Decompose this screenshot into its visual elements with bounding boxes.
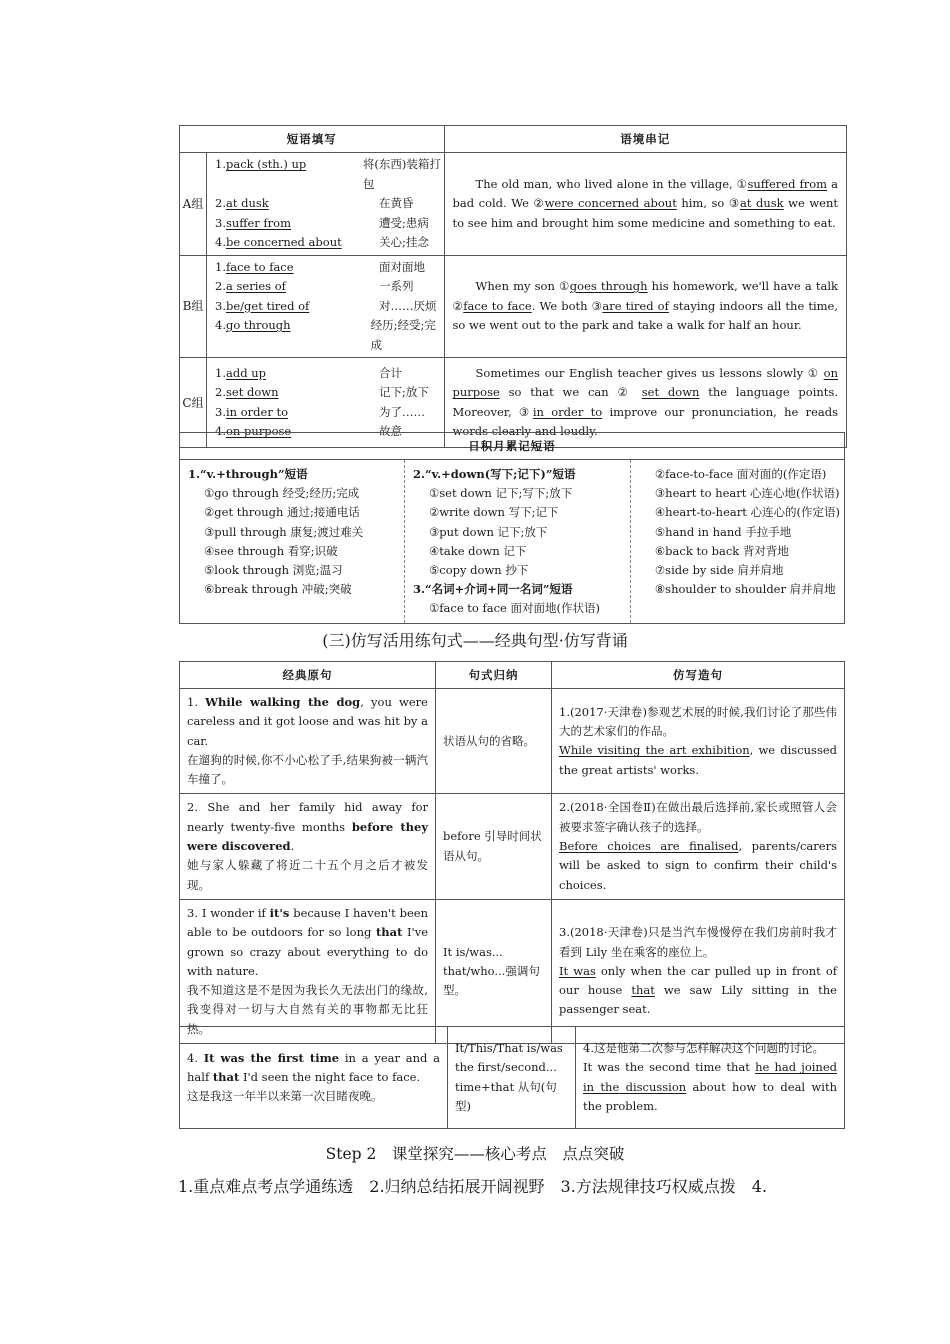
imitation bbox=[576, 1027, 845, 1129]
phrase-english: 2.at dusk bbox=[215, 196, 269, 210]
phrase-chinese: 一系列 bbox=[379, 279, 414, 293]
context-text: are tired of bbox=[602, 298, 669, 313]
orig-sentence bbox=[180, 794, 436, 899]
orig-text: 4. bbox=[187, 1050, 204, 1065]
imitation-answer: Before choices are finalised bbox=[559, 839, 739, 854]
col-header-orig: 经典原句 bbox=[180, 662, 436, 689]
accumulate-col-3 bbox=[630, 460, 844, 624]
imitation-answer: It was bbox=[559, 963, 596, 978]
phrase-chinese: 故意 bbox=[379, 424, 402, 438]
orig-translation: 这是我这一年半以来第一次目睹夜晚。 bbox=[187, 1089, 383, 1104]
phrase-chinese: 在黄昏 bbox=[379, 196, 414, 210]
imitation-answer: While visiting the art exhibition bbox=[559, 743, 750, 758]
phrase-english: 3.suffer from bbox=[215, 215, 292, 230]
orig-text: 2. She and her family hid away for nearly twenty-five months bbox=[187, 800, 428, 834]
context-text: . We both ③ bbox=[531, 298, 603, 313]
context-text: his homework, we'll have a talk ② bbox=[452, 279, 838, 313]
accumulate-item: ⑤hand in hand 手拉手地 bbox=[654, 524, 792, 539]
phrase-table bbox=[179, 125, 847, 448]
accumulate-item: ②face-to-face 面对面的(作定语) bbox=[654, 467, 827, 481]
imitation-prompt: 4.这是他第二次参与怎样解决这个问题的讨论。 bbox=[583, 1040, 824, 1055]
orig-text: that bbox=[375, 925, 403, 940]
accumulate-col-1 bbox=[180, 460, 405, 624]
orig-text: . bbox=[290, 839, 295, 854]
phrase-chinese: 合计 bbox=[379, 365, 402, 380]
context-text: him, so ③ bbox=[676, 196, 741, 210]
phrase-chinese: 对……厌烦 bbox=[379, 298, 437, 313]
imitation-answer: that bbox=[631, 983, 655, 998]
phrase-english: 4.go through bbox=[215, 318, 291, 332]
phrase-item bbox=[215, 383, 444, 403]
phrase-item bbox=[215, 316, 444, 355]
context-text: face to face bbox=[463, 298, 532, 313]
context-text: improve our pronunciation, he reads words clearly and loudly. bbox=[452, 404, 838, 438]
context-text: on purpose bbox=[452, 365, 838, 399]
context-text: set down bbox=[641, 385, 700, 399]
context-text: at dusk bbox=[740, 196, 784, 210]
accumulate-item: ④heart-to-heart 心连心的(作定语) bbox=[654, 505, 840, 520]
accumulate-item: ①go through 经受;经历;完成 bbox=[204, 486, 360, 501]
table-row bbox=[180, 794, 845, 899]
accumulate-item: ⑤look through 浏览;温习 bbox=[204, 563, 343, 578]
accumulate-item: ③put down 记下;放下 bbox=[428, 524, 548, 539]
context-text: staying indoors all the time, so we went out to the park and take a walk for half an hour. bbox=[452, 298, 839, 332]
context-text: goes through bbox=[569, 279, 648, 293]
phrase-english: 1.pack (sth.) up bbox=[215, 157, 307, 171]
phrase-item bbox=[215, 258, 444, 278]
accumulate-title: 日积月累记短语 bbox=[180, 433, 845, 460]
phrase-chinese: 记下;放下 bbox=[379, 385, 429, 399]
context-text: suffered from bbox=[747, 176, 828, 191]
imitation bbox=[552, 899, 845, 1043]
phrase-list bbox=[207, 255, 445, 358]
imitation-prompt: 3.(2018·天津卷)只是当汽车慢慢停在我们房前时我才看到 Lily 坐在乘客的座位上。 bbox=[559, 925, 837, 959]
group-label: B组 bbox=[180, 255, 207, 358]
group-label: A组 bbox=[180, 153, 207, 256]
phrase-item bbox=[215, 403, 444, 423]
table-row bbox=[180, 899, 845, 1043]
orig-text: I've grown so crazy about everything to do with nature. bbox=[187, 925, 428, 978]
phrase-item bbox=[215, 233, 444, 253]
accumulate-item: ④take down 记下 bbox=[428, 543, 527, 558]
orig-text: 3. I wonder if bbox=[187, 905, 270, 920]
imitation-answer: , we discussed the great artists' works. bbox=[559, 743, 838, 777]
phrase-chinese: 将(东西)装箱打包 bbox=[362, 157, 441, 191]
orig-sentence bbox=[180, 689, 436, 794]
orig-text: 1. bbox=[187, 695, 206, 709]
imitation-answer: we saw Lily sitting in the passenger seat. bbox=[559, 983, 837, 1017]
imitation bbox=[552, 689, 845, 794]
phrase-english: 2.a series of bbox=[215, 279, 286, 293]
context-text: we went to see him and brought him some medicine and something to eat. bbox=[452, 196, 839, 230]
orig-text: in a year and a half bbox=[187, 1050, 440, 1084]
phrase-item bbox=[215, 155, 444, 194]
context-text: in order to bbox=[532, 404, 603, 419]
phrase-item bbox=[215, 364, 444, 384]
col2-title: 2.“v.+down(写下;记下)”短语 bbox=[412, 467, 576, 481]
orig-sentence bbox=[180, 1027, 448, 1129]
phrase-item bbox=[215, 194, 444, 214]
orig-text: because I haven't been able to be outdoors for so long bbox=[187, 905, 428, 940]
phrase-english: 4.be concerned about bbox=[215, 235, 342, 249]
phrase-english: 4.on purpose bbox=[215, 424, 292, 438]
context-text: The old man, who lived alone in the village, bbox=[475, 176, 737, 191]
pattern-summary: It is/was... that/who...强调句型。 bbox=[436, 899, 552, 1043]
orig-text: that bbox=[212, 1069, 240, 1084]
context-text: so that we can ② bbox=[499, 385, 642, 399]
orig-text: before they were discovered bbox=[187, 819, 428, 854]
context-text: When my son ① bbox=[475, 279, 570, 293]
group-row-b bbox=[180, 255, 847, 358]
accumulate-table bbox=[179, 432, 845, 624]
group-label: C组 bbox=[180, 358, 207, 448]
step2-line: 1.重点难点考点学通练透 2.归纳总结拓展开阔视野 3.方法规律技巧权威点拨 4. bbox=[178, 1177, 768, 1196]
imitation bbox=[552, 794, 845, 899]
imitation-answer: It was the second time that bbox=[583, 1060, 756, 1075]
accumulate-item: ④see through 看穿;识破 bbox=[204, 543, 338, 558]
phrase-list bbox=[207, 153, 445, 256]
pattern-summary: 状语从句的省略。 bbox=[436, 689, 552, 794]
phrase-item bbox=[215, 277, 444, 297]
phrase-chinese: 为了…… bbox=[379, 404, 425, 419]
table-row bbox=[180, 1027, 845, 1129]
phrase-english: 3.be/get tired of bbox=[215, 298, 310, 313]
imitation-answer: he had joined in the discussion bbox=[583, 1060, 838, 1094]
accumulate-col-2 bbox=[404, 460, 630, 624]
orig-translation: 我不知道这是不是因为我长久无法出门的缘故,我变得对一切与大自然有关的事物都无比狂热。 bbox=[187, 983, 428, 1036]
orig-translation: 她与家人躲藏了将近二十五个月之后才被发现。 bbox=[187, 858, 428, 892]
step2-title: Step 2 课堂探究——核心考点 点点突破 bbox=[325, 1145, 625, 1163]
col-header-pattern: 句式归纳 bbox=[436, 662, 552, 689]
phrase-chinese: 遭受;患病 bbox=[379, 215, 429, 230]
phrase-header-left: 短语填写 bbox=[180, 126, 445, 153]
context-text: Sometimes our English teacher gives us lessons slowly ① bbox=[475, 365, 824, 380]
orig-text: While walking the dog bbox=[205, 695, 361, 709]
phrase-english: 1.face to face bbox=[215, 259, 294, 274]
accumulate-item: ⑤copy down 抄下 bbox=[428, 563, 529, 578]
context-paragraph bbox=[444, 255, 846, 358]
orig-text: I'd seen the night face to face. bbox=[239, 1069, 421, 1084]
accumulate-item: ①set down 记下;写下;放下 bbox=[428, 486, 573, 501]
orig-text: it's bbox=[269, 905, 290, 920]
accumulate-item: ⑥break through 冲破;突破 bbox=[204, 582, 352, 597]
accumulate-item: ⑧shoulder to shoulder 肩并肩地 bbox=[654, 582, 836, 597]
accumulate-item: ①face to face 面对面地(作状语) bbox=[428, 601, 600, 616]
phrase-english: 3.in order to bbox=[215, 404, 289, 419]
accumulate-item: ③pull through 康复;渡过难关 bbox=[204, 524, 364, 539]
accumulate-item: ②write down 写下;记下 bbox=[428, 505, 559, 520]
phrase-chinese: 面对面地 bbox=[379, 259, 425, 274]
table-row bbox=[180, 689, 845, 794]
orig-sentence bbox=[180, 899, 436, 1043]
sentence-table bbox=[179, 661, 845, 1044]
imitation-prompt: 1.(2017·天津卷)参观艺术展的时候,我们讨论了那些伟大的艺术家们的作品。 bbox=[559, 704, 837, 738]
phrase-english: 2.set down bbox=[215, 385, 279, 399]
context-text: were concerned about bbox=[544, 196, 677, 210]
accumulate-item: ⑥back to back 背对背地 bbox=[654, 543, 789, 558]
sentence-table-continued bbox=[179, 1026, 845, 1129]
orig-translation: 在遛狗的时候,你不小心松了手,结果狗被一辆汽车撞了。 bbox=[187, 752, 428, 787]
col-header-imitate: 仿写造句 bbox=[552, 662, 845, 689]
orig-text: It was the first time bbox=[203, 1050, 340, 1065]
phrase-chinese: 关心;挂念 bbox=[379, 235, 429, 249]
context-text: ① bbox=[736, 176, 748, 191]
phrase-item bbox=[215, 297, 444, 317]
imitation-prompt: 2.(2018·全国卷Ⅱ)在做出最后选择前,家长或照管人会被要求签字确认孩子的选择。 bbox=[559, 800, 837, 834]
section3-title: (三)仿写活用练句式——经典句型·仿写背诵 bbox=[322, 631, 628, 650]
context-text: a bad cold. We ② bbox=[452, 176, 838, 210]
pattern-summary: It/This/That is/was the first/second... time+that 从句(句型) bbox=[448, 1027, 576, 1129]
context-text: the language points. Moreover, ③ bbox=[452, 385, 838, 419]
imitation-answer: about how to deal with the problem. bbox=[583, 1079, 837, 1113]
col1-title: 1.“v.+through”短语 bbox=[188, 467, 308, 481]
context-paragraph bbox=[444, 153, 846, 256]
phrase-item bbox=[215, 214, 444, 234]
accumulate-item: ③heart to heart 心连心地(作状语) bbox=[654, 486, 840, 501]
group-row-a bbox=[180, 153, 847, 256]
phrase-chinese: 经历;经受;完成 bbox=[370, 318, 436, 352]
accumulate-item: ⑦side by side 肩并肩地 bbox=[654, 563, 784, 578]
phrase-header-right: 语境串记 bbox=[444, 126, 846, 153]
phrase-english: 1.add up bbox=[215, 365, 266, 380]
col2-title2: 3.“名词+介词+同一名词”短语 bbox=[412, 582, 573, 597]
orig-text: , you were careless and it got loose and was hit by a car. bbox=[187, 695, 428, 748]
accumulate-item: ②get through 通过;接通电话 bbox=[204, 505, 360, 520]
imitation-answer: , parents/carers will be asked to sign to confirm their child's choices. bbox=[559, 839, 837, 892]
pattern-summary: before 引导时间状语从句。 bbox=[436, 794, 552, 899]
imitation-answer: only when the car pulled up in front of our house bbox=[559, 963, 837, 998]
